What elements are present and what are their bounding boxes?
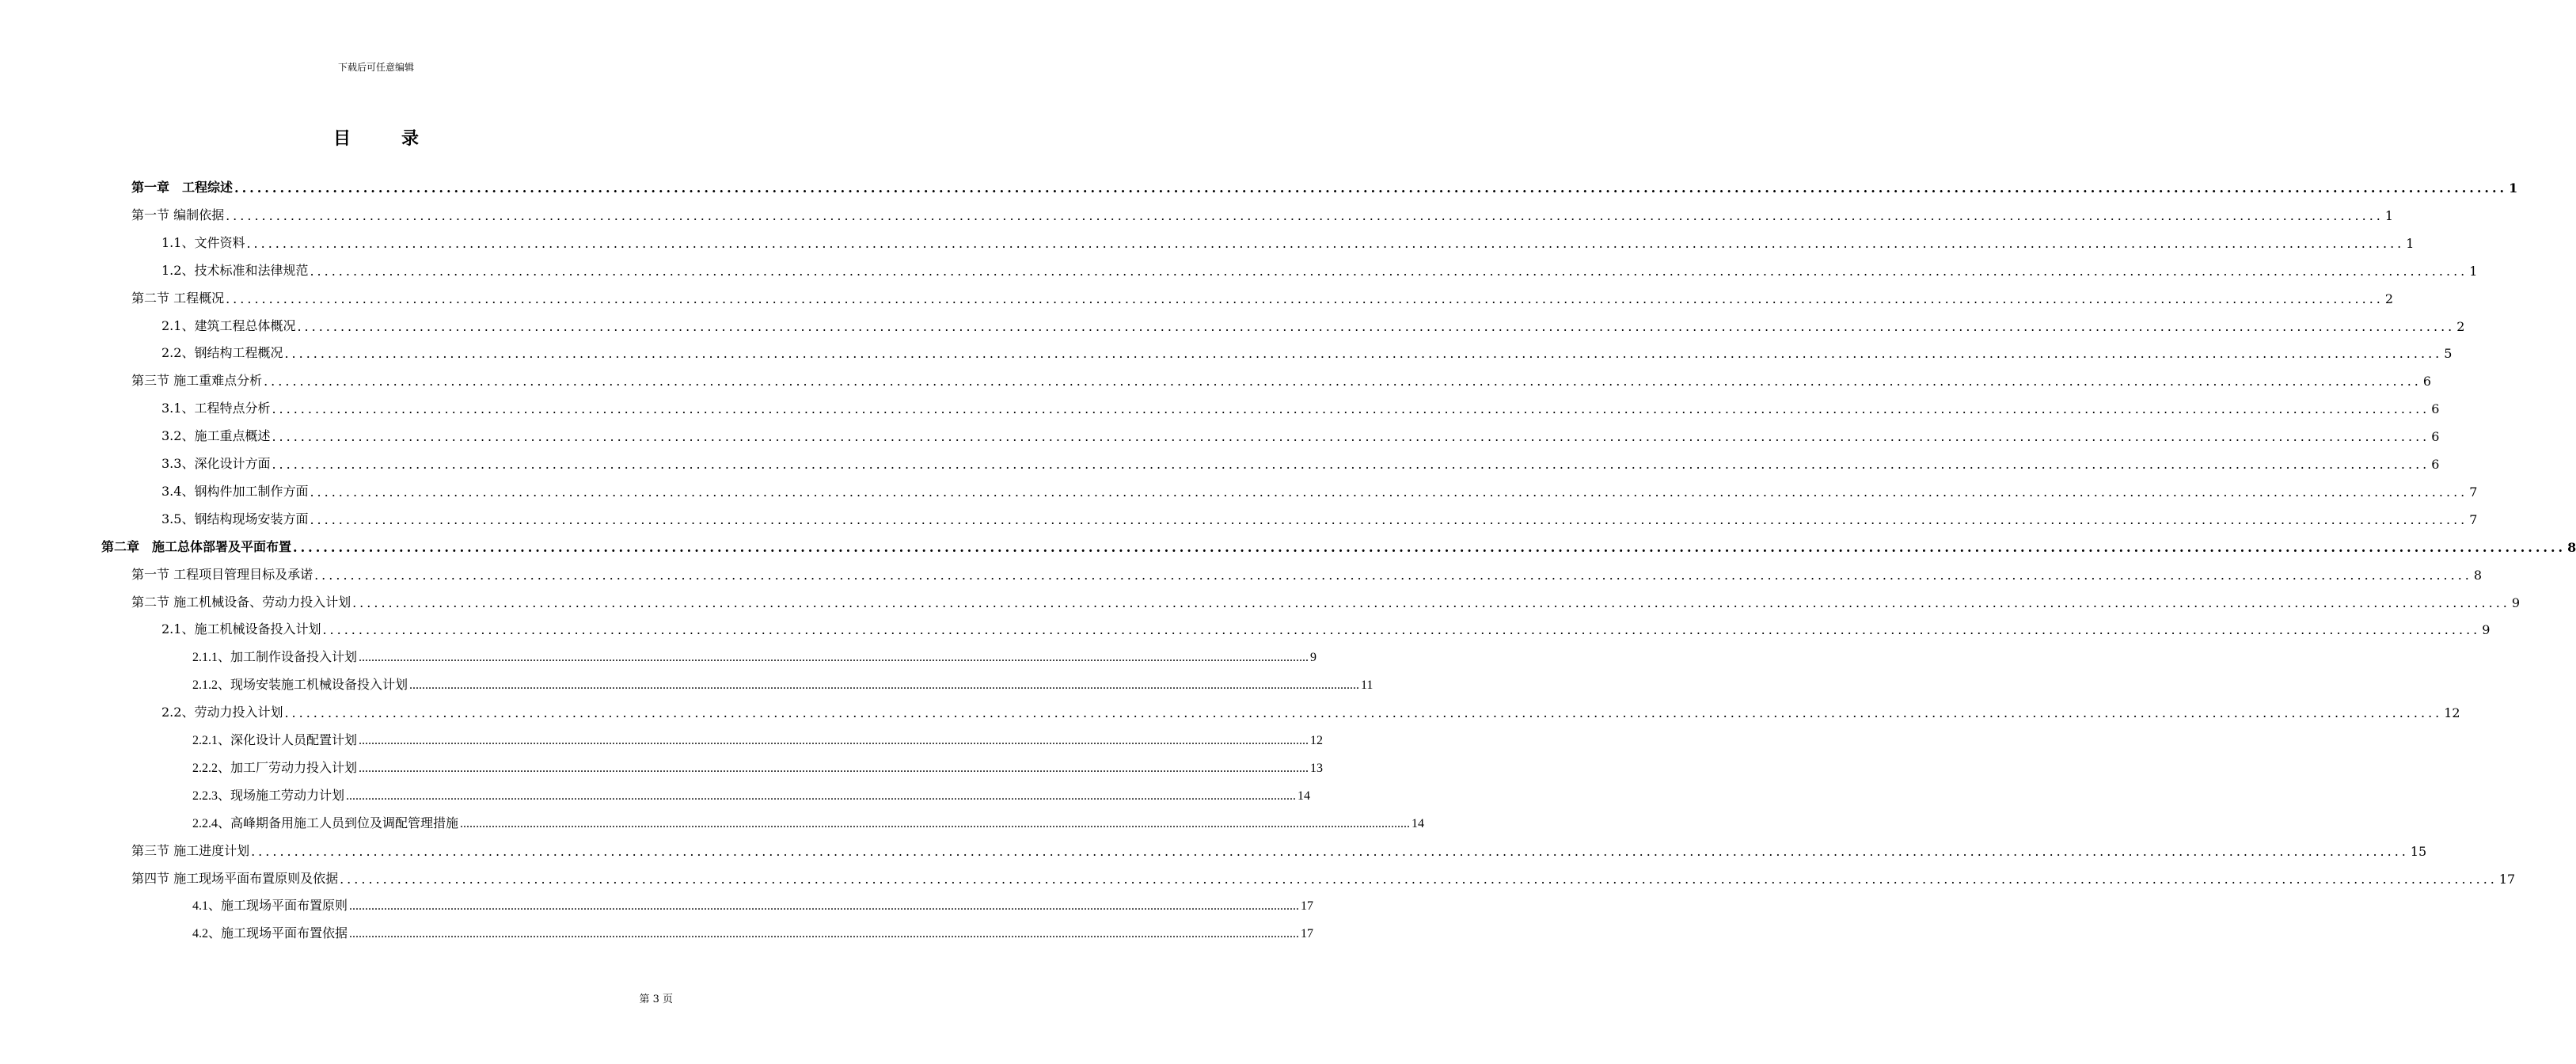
toc-leader-dots: ............................................................................................................................................................................................................................................................................................................ xyxy=(226,291,2384,306)
toc-entry[interactable] xyxy=(192,893,1314,914)
toc-entry[interactable] xyxy=(131,368,2432,390)
toc-title xyxy=(0,125,752,150)
toc-entry[interactable] xyxy=(131,286,2394,306)
toc-entry[interactable] xyxy=(161,258,2478,279)
toc-entry-title: 第一节 编制依据 xyxy=(131,207,225,222)
toc-leader-dots: ............................................................................................................................................................................................................................................................................................................ xyxy=(264,374,2422,390)
toc-leader-dots: ............................................................................................................................................................................................................................................................................................................ xyxy=(272,457,2430,472)
toc-entry-title: 第一章 工程综述 xyxy=(131,180,234,195)
toc-entry-page: 6 xyxy=(2431,401,2440,417)
toc-leader-dots: ............................................................................................................................................................................................................................................................................................................ xyxy=(234,180,2508,196)
toc-entry-title: 3.5、钢结构现场安装方面 xyxy=(161,511,309,526)
toc-entry[interactable] xyxy=(192,755,1324,776)
toc-entry-title: 2.2、劳动力投入计划 xyxy=(161,705,283,720)
toc-entry[interactable] xyxy=(161,617,2491,638)
toc-entry-title: 第二节 施工机械设备、劳动力投入计划 xyxy=(131,594,351,610)
toc-leader-dots: ............................................................................................................................................................................................................................................................................................................ xyxy=(322,622,2481,638)
toc-entry-title: 2.2、钢结构工程概况 xyxy=(161,345,283,361)
toc-entry[interactable] xyxy=(161,340,2453,362)
toc-entry[interactable] xyxy=(161,396,2440,417)
toc-entry-page: 6 xyxy=(2431,457,2440,472)
toc-entry-title: 2.1.2、现场安装施工机械设备投入计划 xyxy=(192,678,408,693)
toc-entry-title: 2.2.1、深化设计人员配置计划 xyxy=(192,734,358,747)
toc-entry[interactable] xyxy=(192,728,1324,748)
toc-leader-dots: ............................................................................................................................................................................................................................................................................................................ xyxy=(346,788,1297,803)
toc-entry-page: 1 xyxy=(2469,263,2478,279)
toc-entry-title: 2.2.3、现场施工劳动力计划 xyxy=(192,788,345,803)
toc-entry[interactable] xyxy=(101,534,2576,555)
toc-entry-page: 6 xyxy=(2431,429,2440,445)
toc-entry-page: 2 xyxy=(2384,291,2394,306)
toc-entry-title: 3.2、施工重点概述 xyxy=(161,428,271,444)
toc-entry-page: 5 xyxy=(2444,346,2453,362)
toc-entry-page: 6 xyxy=(2422,374,2432,390)
toc-entry-page: 14 xyxy=(1411,816,1425,830)
toc-entry-page: 9 xyxy=(2482,622,2491,638)
toc-entry[interactable] xyxy=(131,175,2518,196)
toc-entry-title: 4.1、施工现场平面布置原则 xyxy=(192,899,348,914)
toc-entry-title: 3.4、钢构件加工制作方面 xyxy=(161,483,309,499)
toc-entry-title: 第一节 工程项目管理目标及承诺 xyxy=(131,566,313,582)
toc-entry-page: 13 xyxy=(1310,761,1324,775)
toc-entry[interactable] xyxy=(161,314,2465,334)
toc-entry-title: 2.2.4、高峰期备用施工人员到位及调配管理措施 xyxy=(192,816,459,830)
toc-title-right: 录 xyxy=(401,128,420,149)
toc-entry-title: 1.1、文件资料 xyxy=(161,234,245,250)
toc-entry-title: 1.2、技术标准和法律规范 xyxy=(161,262,309,278)
toc-leader-dots: ............................................................................................................................................................................................................................................................................................................ xyxy=(310,484,2468,500)
toc-entry-title: 第二节 工程概况 xyxy=(131,290,225,306)
toc-leader-dots: ............................................................................................................................................................................................................................................................................................................ xyxy=(409,678,1360,693)
toc-entry-page: 12 xyxy=(2444,705,2460,721)
toc-entry[interactable] xyxy=(161,479,2478,500)
toc-entry-page: 1 xyxy=(2509,180,2518,196)
toc-entry[interactable] xyxy=(161,451,2440,472)
toc-entry-page: 8 xyxy=(2567,539,2576,555)
toc-leader-dots: ............................................................................................................................................................................................................................................................................................................ xyxy=(297,318,2456,334)
toc-leader-dots: ............................................................................................................................................................................................................................................................................................................ xyxy=(293,539,2567,555)
toc-leader-dots: ............................................................................................................................................................................................................................................................................................................ xyxy=(314,567,2472,583)
toc-leader-dots: ............................................................................................................................................................................................................................................................................................................ xyxy=(359,734,1309,747)
toc-entry-page: 14 xyxy=(1297,788,1311,803)
toc-entry[interactable] xyxy=(161,424,2440,445)
toc-entry-page: 17 xyxy=(1301,927,1314,941)
toc-entry-page: 1 xyxy=(2406,235,2415,251)
toc-title-left: 目 xyxy=(332,128,351,149)
toc-entry-title: 2.1、建筑工程总体概况 xyxy=(161,317,296,333)
toc-leader-dots: ............................................................................................................................................................................................................................................................................................................ xyxy=(460,816,1411,830)
toc-entry[interactable] xyxy=(131,866,2516,887)
toc-leader-dots: ............................................................................................................................................................................................................................................................................................................ xyxy=(226,207,2384,223)
toc-leader-dots: ............................................................................................................................................................................................................................................................................................................ xyxy=(359,651,1309,665)
toc-entry[interactable] xyxy=(161,507,2478,527)
toc-entry[interactable] xyxy=(131,838,2427,859)
toc-entry-page: 15 xyxy=(2410,843,2427,859)
toc-entry-page: 7 xyxy=(2469,484,2478,500)
toc-entry-page: 9 xyxy=(1310,651,1317,665)
toc-entry[interactable] xyxy=(192,921,1314,941)
toc-entry[interactable] xyxy=(192,783,1311,804)
toc-entry-title: 2.2.2、加工厂劳动力投入计划 xyxy=(192,761,358,775)
toc-entry-page: 17 xyxy=(1301,899,1314,914)
toc-leader-dots: ............................................................................................................................................................................................................................................................................................................ xyxy=(284,705,2443,721)
toc-entry-page: 17 xyxy=(2498,871,2516,887)
toc-leader-dots: ............................................................................................................................................................................................................................................................................................................ xyxy=(284,346,2443,362)
toc-leader-dots: ............................................................................................................................................................................................................................................................................................................ xyxy=(359,761,1309,775)
toc-entry-page: 2 xyxy=(2456,318,2465,334)
page-header: 下载后可任意编辑 xyxy=(337,62,414,73)
toc-leader-dots: ............................................................................................................................................................................................................................................................................................................ xyxy=(340,871,2498,887)
toc-entry-title: 4.2、施工现场平面布置依据 xyxy=(192,927,348,941)
toc-entry-page: 7 xyxy=(2469,511,2478,527)
toc-entry[interactable] xyxy=(192,811,1425,831)
toc-entry[interactable] xyxy=(192,672,1373,693)
toc-entry[interactable] xyxy=(131,562,2483,583)
toc-entry[interactable] xyxy=(192,644,1317,665)
toc-entry-page: 1 xyxy=(2384,207,2394,223)
toc-leader-dots: ............................................................................................................................................................................................................................................................................................................ xyxy=(349,899,1300,914)
toc-entry-title: 3.3、深化设计方面 xyxy=(161,456,271,471)
toc-leader-dots: ............................................................................................................................................................................................................................................................................................................ xyxy=(310,511,2468,527)
toc-entry-title: 第三节 施工重难点分析 xyxy=(131,373,263,389)
toc-leader-dots: ............................................................................................................................................................................................................................................................................................................ xyxy=(272,401,2430,417)
toc-leader-dots: ............................................................................................................................................................................................................................................................................................................ xyxy=(310,263,2468,279)
toc-entry[interactable] xyxy=(131,590,2521,610)
toc-leader-dots: ............................................................................................................................................................................................................................................................................................................ xyxy=(352,595,2510,610)
toc-entry-page: 8 xyxy=(2473,567,2483,583)
toc-leader-dots: ............................................................................................................................................................................................................................................................................................................ xyxy=(349,927,1300,941)
toc-entry-page: 11 xyxy=(1361,678,1373,693)
toc-leader-dots: ............................................................................................................................................................................................................................................................................................................ xyxy=(272,429,2430,445)
toc-entry-page: 12 xyxy=(1310,734,1324,747)
toc-entry-title: 2.1.1、加工制作设备投入计划 xyxy=(192,651,358,665)
toc-entry[interactable] xyxy=(131,203,2394,223)
toc-entry-title: 2.1、施工机械设备投入计划 xyxy=(161,621,321,637)
toc-entry-title: 3.1、工程特点分析 xyxy=(161,401,271,416)
page-number: 第 3 页 xyxy=(639,994,673,1005)
toc-entry-title: 第四节 施工现场平面布置原则及依据 xyxy=(131,870,339,886)
toc-entry-title: 第三节 施工进度计划 xyxy=(131,842,250,858)
toc-entry-page: 9 xyxy=(2511,595,2521,610)
toc-leader-dots: ............................................................................................................................................................................................................................................................................................................ xyxy=(251,843,2409,859)
toc-entry[interactable] xyxy=(161,700,2460,721)
toc-entry-title: 第二章 施工总体部署及平面布置 xyxy=(101,538,292,554)
toc-entry[interactable] xyxy=(161,230,2415,251)
toc-leader-dots: ............................................................................................................................................................................................................................................................................................................ xyxy=(246,235,2405,251)
